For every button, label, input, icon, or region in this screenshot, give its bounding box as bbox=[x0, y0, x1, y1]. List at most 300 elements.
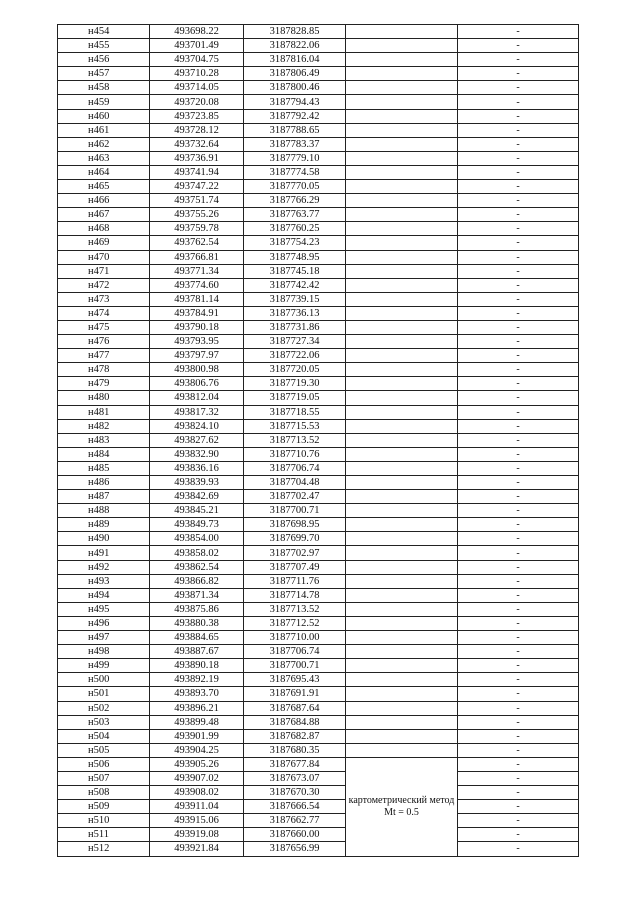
point-id-cell: н495 bbox=[58, 602, 150, 616]
method-cell-empty bbox=[346, 616, 458, 630]
y-coordinate-cell: 3187748.95 bbox=[244, 250, 346, 264]
accuracy-cell: - bbox=[458, 320, 579, 334]
method-cell-empty bbox=[346, 560, 458, 574]
accuracy-cell: - bbox=[458, 405, 579, 419]
method-cell-empty bbox=[346, 165, 458, 179]
y-coordinate-cell: 3187822.06 bbox=[244, 39, 346, 53]
x-coordinate-cell: 493845.21 bbox=[150, 504, 244, 518]
table-row bbox=[58, 729, 579, 743]
y-coordinate-cell: 3187687.64 bbox=[244, 701, 346, 715]
y-coordinate-cell: 3187800.46 bbox=[244, 81, 346, 95]
x-coordinate-cell: 493862.54 bbox=[150, 560, 244, 574]
method-cell-empty bbox=[346, 701, 458, 715]
table-row bbox=[58, 828, 579, 842]
accuracy-cell: - bbox=[458, 560, 579, 574]
accuracy-cell: - bbox=[458, 194, 579, 208]
accuracy-cell: - bbox=[458, 25, 579, 39]
method-cell-empty bbox=[346, 631, 458, 645]
table-row bbox=[58, 842, 579, 856]
table-row bbox=[58, 405, 579, 419]
y-coordinate-cell: 3187739.15 bbox=[244, 292, 346, 306]
point-id-cell: н471 bbox=[58, 264, 150, 278]
y-coordinate-cell: 3187670.30 bbox=[244, 786, 346, 800]
accuracy-cell: - bbox=[458, 602, 579, 616]
accuracy-cell: - bbox=[458, 574, 579, 588]
table-row bbox=[58, 461, 579, 475]
accuracy-cell: - bbox=[458, 447, 579, 461]
point-id-cell: н472 bbox=[58, 278, 150, 292]
y-coordinate-cell: 3187702.47 bbox=[244, 490, 346, 504]
point-id-cell: н481 bbox=[58, 405, 150, 419]
y-coordinate-cell: 3187792.42 bbox=[244, 109, 346, 123]
x-coordinate-cell: 493905.26 bbox=[150, 757, 244, 771]
method-cell-empty bbox=[346, 659, 458, 673]
method-cell-empty bbox=[346, 687, 458, 701]
y-coordinate-cell: 3187715.53 bbox=[244, 419, 346, 433]
y-coordinate-cell: 3187700.71 bbox=[244, 504, 346, 518]
x-coordinate-cell: 493919.08 bbox=[150, 828, 244, 842]
table-row bbox=[58, 433, 579, 447]
y-coordinate-cell: 3187677.84 bbox=[244, 757, 346, 771]
y-coordinate-cell: 3187710.76 bbox=[244, 447, 346, 461]
accuracy-cell: - bbox=[458, 490, 579, 504]
table-row bbox=[58, 250, 579, 264]
table-row bbox=[58, 67, 579, 81]
x-coordinate-cell: 493908.02 bbox=[150, 786, 244, 800]
accuracy-cell: - bbox=[458, 53, 579, 67]
x-coordinate-cell: 493890.18 bbox=[150, 659, 244, 673]
accuracy-cell: - bbox=[458, 673, 579, 687]
y-coordinate-cell: 3187684.88 bbox=[244, 715, 346, 729]
point-id-cell: н512 bbox=[58, 842, 150, 856]
x-coordinate-cell: 493723.85 bbox=[150, 109, 244, 123]
table-row bbox=[58, 25, 579, 39]
accuracy-cell: - bbox=[458, 687, 579, 701]
y-coordinate-cell: 3187700.71 bbox=[244, 659, 346, 673]
table-row bbox=[58, 363, 579, 377]
y-coordinate-cell: 3187718.55 bbox=[244, 405, 346, 419]
accuracy-cell: - bbox=[458, 39, 579, 53]
accuracy-cell: - bbox=[458, 278, 579, 292]
point-id-cell: н476 bbox=[58, 335, 150, 349]
point-id-cell: н474 bbox=[58, 306, 150, 320]
method-cell-empty bbox=[346, 278, 458, 292]
accuracy-cell: - bbox=[458, 546, 579, 560]
method-cell-empty bbox=[346, 518, 458, 532]
y-coordinate-cell: 3187779.10 bbox=[244, 151, 346, 165]
table-row bbox=[58, 771, 579, 785]
x-coordinate-cell: 493747.22 bbox=[150, 180, 244, 194]
point-id-cell: н491 bbox=[58, 546, 150, 560]
y-coordinate-cell: 3187660.00 bbox=[244, 828, 346, 842]
accuracy-cell: - bbox=[458, 123, 579, 137]
x-coordinate-cell: 493701.49 bbox=[150, 39, 244, 53]
y-coordinate-cell: 3187742.42 bbox=[244, 278, 346, 292]
y-coordinate-cell: 3187720.05 bbox=[244, 363, 346, 377]
accuracy-cell: - bbox=[458, 67, 579, 81]
x-coordinate-cell: 493720.08 bbox=[150, 95, 244, 109]
method-cell-empty bbox=[346, 602, 458, 616]
point-id-cell: н464 bbox=[58, 165, 150, 179]
accuracy-cell: - bbox=[458, 109, 579, 123]
point-id-cell: н487 bbox=[58, 490, 150, 504]
x-coordinate-cell: 493839.93 bbox=[150, 476, 244, 490]
method-cell-empty bbox=[346, 180, 458, 194]
table-row bbox=[58, 616, 579, 630]
accuracy-cell: - bbox=[458, 771, 579, 785]
x-coordinate-cell: 493907.02 bbox=[150, 771, 244, 785]
accuracy-cell: - bbox=[458, 81, 579, 95]
x-coordinate-cell: 493710.28 bbox=[150, 67, 244, 81]
table-row bbox=[58, 743, 579, 757]
method-cell-empty bbox=[346, 39, 458, 53]
y-coordinate-cell: 3187706.74 bbox=[244, 461, 346, 475]
point-id-cell: н505 bbox=[58, 743, 150, 757]
y-coordinate-cell: 3187828.85 bbox=[244, 25, 346, 39]
table-row bbox=[58, 208, 579, 222]
x-coordinate-cell: 493858.02 bbox=[150, 546, 244, 560]
method-cell-empty bbox=[346, 306, 458, 320]
x-coordinate-cell: 493904.25 bbox=[150, 743, 244, 757]
y-coordinate-cell: 3187754.23 bbox=[244, 236, 346, 250]
point-id-cell: н488 bbox=[58, 504, 150, 518]
method-cell-empty bbox=[346, 349, 458, 363]
method-label: картометрический метод Mt = 0.5 bbox=[348, 794, 455, 818]
table-row bbox=[58, 645, 579, 659]
accuracy-cell: - bbox=[458, 306, 579, 320]
y-coordinate-cell: 3187673.07 bbox=[244, 771, 346, 785]
point-id-cell: н507 bbox=[58, 771, 150, 785]
y-coordinate-cell: 3187666.54 bbox=[244, 800, 346, 814]
accuracy-cell: - bbox=[458, 786, 579, 800]
y-coordinate-cell: 3187662.77 bbox=[244, 814, 346, 828]
point-id-cell: н463 bbox=[58, 151, 150, 165]
x-coordinate-cell: 493911.04 bbox=[150, 800, 244, 814]
method-cell-empty bbox=[346, 123, 458, 137]
x-coordinate-cell: 493854.00 bbox=[150, 532, 244, 546]
y-coordinate-cell: 3187704.48 bbox=[244, 476, 346, 490]
point-id-cell: н475 bbox=[58, 320, 150, 334]
x-coordinate-cell: 493714.05 bbox=[150, 81, 244, 95]
method-cell-empty bbox=[346, 194, 458, 208]
point-id-cell: н496 bbox=[58, 616, 150, 630]
y-coordinate-cell: 3187714.78 bbox=[244, 588, 346, 602]
y-coordinate-cell: 3187763.77 bbox=[244, 208, 346, 222]
point-id-cell: н485 bbox=[58, 461, 150, 475]
x-coordinate-cell: 493793.95 bbox=[150, 335, 244, 349]
table-row bbox=[58, 560, 579, 574]
table-row bbox=[58, 447, 579, 461]
method-cell-empty bbox=[346, 236, 458, 250]
method-cell-empty bbox=[346, 53, 458, 67]
accuracy-cell: - bbox=[458, 377, 579, 391]
x-coordinate-cell: 493832.90 bbox=[150, 447, 244, 461]
point-id-cell: н455 bbox=[58, 39, 150, 53]
method-cell bbox=[346, 757, 458, 856]
point-id-cell: н508 bbox=[58, 786, 150, 800]
point-id-cell: н454 bbox=[58, 25, 150, 39]
accuracy-cell: - bbox=[458, 349, 579, 363]
point-id-cell: н470 bbox=[58, 250, 150, 264]
accuracy-cell: - bbox=[458, 532, 579, 546]
accuracy-cell: - bbox=[458, 616, 579, 630]
point-id-cell: н459 bbox=[58, 95, 150, 109]
x-coordinate-cell: 493790.18 bbox=[150, 320, 244, 334]
table-row bbox=[58, 800, 579, 814]
table-row bbox=[58, 574, 579, 588]
x-coordinate-cell: 493875.86 bbox=[150, 602, 244, 616]
point-id-cell: н500 bbox=[58, 673, 150, 687]
x-coordinate-cell: 493892.19 bbox=[150, 673, 244, 687]
accuracy-cell: - bbox=[458, 659, 579, 673]
x-coordinate-cell: 493866.82 bbox=[150, 574, 244, 588]
method-cell-empty bbox=[346, 363, 458, 377]
coordinates-table-body bbox=[58, 25, 579, 857]
x-coordinate-cell: 493704.75 bbox=[150, 53, 244, 67]
y-coordinate-cell: 3187719.30 bbox=[244, 377, 346, 391]
table-row bbox=[58, 151, 579, 165]
table-row bbox=[58, 264, 579, 278]
table-row bbox=[58, 194, 579, 208]
table-row bbox=[58, 476, 579, 490]
y-coordinate-cell: 3187680.35 bbox=[244, 743, 346, 757]
method-cell-empty bbox=[346, 81, 458, 95]
x-coordinate-cell: 493827.62 bbox=[150, 433, 244, 447]
table-row bbox=[58, 786, 579, 800]
point-id-cell: н492 bbox=[58, 560, 150, 574]
y-coordinate-cell: 3187783.37 bbox=[244, 137, 346, 151]
method-cell-empty bbox=[346, 151, 458, 165]
table-row bbox=[58, 419, 579, 433]
accuracy-cell: - bbox=[458, 828, 579, 842]
table-row bbox=[58, 180, 579, 194]
point-id-cell: н484 bbox=[58, 447, 150, 461]
method-cell-empty bbox=[346, 67, 458, 81]
x-coordinate-cell: 493728.12 bbox=[150, 123, 244, 137]
accuracy-cell: - bbox=[458, 236, 579, 250]
method-cell-empty bbox=[346, 729, 458, 743]
y-coordinate-cell: 3187702.97 bbox=[244, 546, 346, 560]
accuracy-cell: - bbox=[458, 814, 579, 828]
method-cell-empty bbox=[346, 292, 458, 306]
table-row bbox=[58, 757, 579, 771]
accuracy-cell: - bbox=[458, 729, 579, 743]
x-coordinate-cell: 493884.65 bbox=[150, 631, 244, 645]
point-id-cell: н489 bbox=[58, 518, 150, 532]
y-coordinate-cell: 3187698.95 bbox=[244, 518, 346, 532]
accuracy-cell: - bbox=[458, 842, 579, 856]
point-id-cell: н490 bbox=[58, 532, 150, 546]
table-row bbox=[58, 320, 579, 334]
method-cell-empty bbox=[346, 532, 458, 546]
point-id-cell: н497 bbox=[58, 631, 150, 645]
x-coordinate-cell: 493806.76 bbox=[150, 377, 244, 391]
table-row bbox=[58, 588, 579, 602]
x-coordinate-cell: 493784.91 bbox=[150, 306, 244, 320]
y-coordinate-cell: 3187707.49 bbox=[244, 560, 346, 574]
method-cell-empty bbox=[346, 433, 458, 447]
y-coordinate-cell: 3187706.74 bbox=[244, 645, 346, 659]
table-row bbox=[58, 814, 579, 828]
accuracy-cell: - bbox=[458, 701, 579, 715]
x-coordinate-cell: 493762.54 bbox=[150, 236, 244, 250]
point-id-cell: н456 bbox=[58, 53, 150, 67]
point-id-cell: н477 bbox=[58, 349, 150, 363]
accuracy-cell: - bbox=[458, 433, 579, 447]
y-coordinate-cell: 3187745.18 bbox=[244, 264, 346, 278]
accuracy-cell: - bbox=[458, 461, 579, 475]
accuracy-cell: - bbox=[458, 518, 579, 532]
point-id-cell: н467 bbox=[58, 208, 150, 222]
table-row bbox=[58, 165, 579, 179]
method-cell-empty bbox=[346, 419, 458, 433]
accuracy-cell: - bbox=[458, 391, 579, 405]
table-row bbox=[58, 335, 579, 349]
x-coordinate-cell: 493899.48 bbox=[150, 715, 244, 729]
x-coordinate-cell: 493732.64 bbox=[150, 137, 244, 151]
accuracy-cell: - bbox=[458, 419, 579, 433]
point-id-cell: н466 bbox=[58, 194, 150, 208]
table-row bbox=[58, 222, 579, 236]
x-coordinate-cell: 493755.26 bbox=[150, 208, 244, 222]
point-id-cell: н462 bbox=[58, 137, 150, 151]
table-row bbox=[58, 602, 579, 616]
method-cell-empty bbox=[346, 715, 458, 729]
method-cell-empty bbox=[346, 95, 458, 109]
table-row bbox=[58, 278, 579, 292]
x-coordinate-cell: 493901.99 bbox=[150, 729, 244, 743]
point-id-cell: н501 bbox=[58, 687, 150, 701]
y-coordinate-cell: 3187770.05 bbox=[244, 180, 346, 194]
x-coordinate-cell: 493736.91 bbox=[150, 151, 244, 165]
point-id-cell: н503 bbox=[58, 715, 150, 729]
table-row bbox=[58, 95, 579, 109]
point-id-cell: н510 bbox=[58, 814, 150, 828]
point-id-cell: н457 bbox=[58, 67, 150, 81]
accuracy-cell: - bbox=[458, 631, 579, 645]
point-id-cell: н511 bbox=[58, 828, 150, 842]
method-cell-empty bbox=[346, 546, 458, 560]
accuracy-cell: - bbox=[458, 180, 579, 194]
table-row bbox=[58, 687, 579, 701]
x-coordinate-cell: 493893.70 bbox=[150, 687, 244, 701]
table-row bbox=[58, 81, 579, 95]
point-id-cell: н461 bbox=[58, 123, 150, 137]
method-cell-empty bbox=[346, 447, 458, 461]
x-coordinate-cell: 493797.97 bbox=[150, 349, 244, 363]
table-row bbox=[58, 377, 579, 391]
point-id-cell: н469 bbox=[58, 236, 150, 250]
point-id-cell: н482 bbox=[58, 419, 150, 433]
method-cell-empty bbox=[346, 377, 458, 391]
y-coordinate-cell: 3187699.70 bbox=[244, 532, 346, 546]
table-row bbox=[58, 546, 579, 560]
y-coordinate-cell: 3187691.91 bbox=[244, 687, 346, 701]
table-row bbox=[58, 715, 579, 729]
y-coordinate-cell: 3187731.86 bbox=[244, 320, 346, 334]
point-id-cell: н465 bbox=[58, 180, 150, 194]
accuracy-cell: - bbox=[458, 588, 579, 602]
x-coordinate-cell: 493812.04 bbox=[150, 391, 244, 405]
method-cell-empty bbox=[346, 109, 458, 123]
y-coordinate-cell: 3187736.13 bbox=[244, 306, 346, 320]
y-coordinate-cell: 3187788.65 bbox=[244, 123, 346, 137]
accuracy-cell: - bbox=[458, 757, 579, 771]
method-cell-empty bbox=[346, 320, 458, 334]
x-coordinate-cell: 493771.34 bbox=[150, 264, 244, 278]
y-coordinate-cell: 3187774.58 bbox=[244, 165, 346, 179]
y-coordinate-cell: 3187806.49 bbox=[244, 67, 346, 81]
method-cell-empty bbox=[346, 137, 458, 151]
y-coordinate-cell: 3187719.05 bbox=[244, 391, 346, 405]
x-coordinate-cell: 493896.21 bbox=[150, 701, 244, 715]
point-id-cell: н478 bbox=[58, 363, 150, 377]
table-row bbox=[58, 109, 579, 123]
method-cell-empty bbox=[346, 264, 458, 278]
method-cell-empty bbox=[346, 222, 458, 236]
point-id-cell: н504 bbox=[58, 729, 150, 743]
y-coordinate-cell: 3187695.43 bbox=[244, 673, 346, 687]
document-page bbox=[57, 24, 578, 857]
accuracy-cell: - bbox=[458, 95, 579, 109]
y-coordinate-cell: 3187816.04 bbox=[244, 53, 346, 67]
accuracy-cell: - bbox=[458, 208, 579, 222]
accuracy-cell: - bbox=[458, 645, 579, 659]
accuracy-cell: - bbox=[458, 476, 579, 490]
x-coordinate-cell: 493887.67 bbox=[150, 645, 244, 659]
x-coordinate-cell: 493880.38 bbox=[150, 616, 244, 630]
method-cell-empty bbox=[346, 645, 458, 659]
x-coordinate-cell: 493781.14 bbox=[150, 292, 244, 306]
method-cell-empty bbox=[346, 461, 458, 475]
method-cell-empty bbox=[346, 588, 458, 602]
accuracy-cell: - bbox=[458, 715, 579, 729]
point-id-cell: н494 bbox=[58, 588, 150, 602]
table-row bbox=[58, 659, 579, 673]
point-id-cell: н498 bbox=[58, 645, 150, 659]
x-coordinate-cell: 493824.10 bbox=[150, 419, 244, 433]
y-coordinate-cell: 3187794.43 bbox=[244, 95, 346, 109]
point-id-cell: н458 bbox=[58, 81, 150, 95]
y-coordinate-cell: 3187766.29 bbox=[244, 194, 346, 208]
x-coordinate-cell: 493751.74 bbox=[150, 194, 244, 208]
accuracy-cell: - bbox=[458, 165, 579, 179]
point-id-cell: н509 bbox=[58, 800, 150, 814]
y-coordinate-cell: 3187713.52 bbox=[244, 602, 346, 616]
table-row bbox=[58, 673, 579, 687]
x-coordinate-cell: 493921.84 bbox=[150, 842, 244, 856]
y-coordinate-cell: 3187682.87 bbox=[244, 729, 346, 743]
point-id-cell: н483 bbox=[58, 433, 150, 447]
method-cell-empty bbox=[346, 673, 458, 687]
table-row bbox=[58, 292, 579, 306]
y-coordinate-cell: 3187727.34 bbox=[244, 335, 346, 349]
x-coordinate-cell: 493915.06 bbox=[150, 814, 244, 828]
point-id-cell: н460 bbox=[58, 109, 150, 123]
accuracy-cell: - bbox=[458, 743, 579, 757]
method-cell-empty bbox=[346, 391, 458, 405]
x-coordinate-cell: 493836.16 bbox=[150, 461, 244, 475]
accuracy-cell: - bbox=[458, 137, 579, 151]
table-row bbox=[58, 137, 579, 151]
point-id-cell: н479 bbox=[58, 377, 150, 391]
point-id-cell: н493 bbox=[58, 574, 150, 588]
point-id-cell: н468 bbox=[58, 222, 150, 236]
accuracy-cell: - bbox=[458, 264, 579, 278]
table-row bbox=[58, 631, 579, 645]
table-row bbox=[58, 490, 579, 504]
table-row bbox=[58, 53, 579, 67]
